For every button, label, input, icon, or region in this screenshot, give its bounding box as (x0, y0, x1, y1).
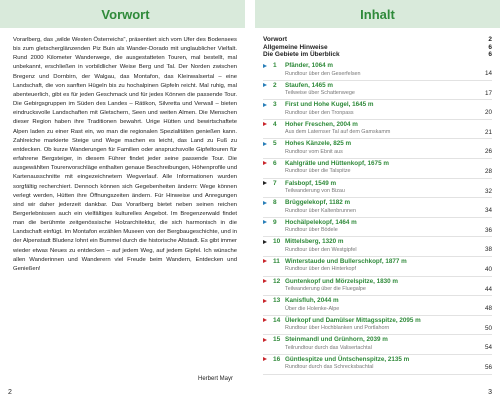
tour-number: 12 (273, 277, 281, 285)
tour-number: 8 (273, 199, 277, 207)
tour-marker-icon (263, 299, 267, 303)
vorwort-heading: Vorwort (101, 7, 150, 22)
tour-number: 6 (273, 159, 277, 167)
tour-marker-icon (263, 122, 267, 126)
tour-subtitle: Teilwanderung über die Fluegalpe (285, 286, 366, 293)
tour-title: Ülerkopf und Damülser Mittagsspitze, 2095 m (285, 316, 421, 324)
toc-entry[interactable] (263, 61, 492, 81)
tour-number: 13 (273, 297, 281, 305)
front-matter-page: 2 (488, 36, 492, 43)
right-page (255, 0, 500, 400)
tour-subtitle: Aus dem Laternser Tal auf dem Gamskamm (285, 129, 391, 136)
tour-marker-icon (263, 279, 267, 283)
tour-number: 9 (273, 218, 277, 226)
tour-number: 3 (273, 101, 277, 109)
toc-entry[interactable] (263, 218, 492, 238)
front-matter-list (263, 36, 492, 59)
vorwort-body: Vorarlberg, das „wilde Westen Österreichs“, präsentiert sich vom Ufer des Bodensees bis zum gletscherglänzenden Piz Buin als Wander-Dorado mit unglaublicher Vielfalt. Rund 2000 Kilometer Wanderwege, die ausgestatteten Touren, mal bestellt, mal unbekannt, erschließen in vorbildlicher Weise Berg und Tal. Der Norden zwischen Bregenz und Dornbirn, der Walgau, das Montafon, das Kleinwalsertal – eine Landschaft, die von sanften Hügeln bis zu hochalpinen Gipfeln reicht. Mal ruhig, mal abenteuerlich, gibt es für jeden Geschmack und für jedes Können die passende Tour. Die Gebirgsgruppen im Süden des Landes – Rätikon, Silvretta und Verwall – bieten eindrucksvolle Landschaften mit Gletschern, Seen und weiten Almen. Die Menschen dieser Region haben ihre Traditionen bewahrt. Urige Hütten und bewirtschaftete Alpen laden zu einer Rast ein, wo man die regionalen Spezialitäten genießen kann. Zahlreiche markierte Steige und Wege machen es leicht, das Land zu Fuß zu entdecken. Ob kurze Wanderungen für Familien oder anspruchsvolle Gipfeltouren für erfahrene Bergsteiger, in diesem Führer findet jeder seine passende Tour. Die ausgewählten Tourenvorschläge enthalten genaue Beschreibungen, Höhenprofile und Kartenausschnitte mit eingezeichnetem Wegverlauf. Alle Informationen wurden sorgfältig recherchiert. Dennoch können sich Gegebenheiten ändern: Wege können verlegt werden, Hütten ihre Öffnungszeiten ändern. Für Hinweise und Anregungen sind wir daher jederzeit dankbar. Das Vorarlberg bietet neben seinen reichen Bergerlebnissen auch ein vielfältiges kulturelles Angebot. Im Bregenzerwald findet man die berühmte zeitgenössische Holzarchitektur, die sich harmonisch in die Landschaft einfügt. Im Montafon erzählen Museen von der Bergbaugeschichte, und in der Alpenstadt Bludenz lohnt ein Bummel durch die historische Altstadt. Es gibt immer wieder etwas Neues zu entdecken – auf jedem Weg, auf jedem Gipfel. Ich wünsche allen Wanderinnen und Wanderern viel Freude beim Wandern, Entdecken und Genießen! (13, 37, 237, 272)
toc-entry[interactable] (263, 237, 492, 257)
toc-entry-list (263, 61, 492, 375)
tour-page: 32 (484, 187, 492, 195)
tour-marker-icon (263, 240, 267, 244)
tour-page: 50 (484, 324, 492, 332)
tour-subtitle: Über die Holenke-Alpe (285, 305, 340, 312)
page-number-right: 3 (488, 389, 492, 396)
tour-page: 36 (484, 226, 492, 234)
tour-page: 26 (484, 148, 492, 156)
toc-entry[interactable] (263, 316, 492, 336)
toc-entry[interactable] (263, 335, 492, 355)
tour-title: Hoher Freschen, 2004 m (285, 120, 358, 128)
toc-entry[interactable] (263, 120, 492, 140)
tour-title: Guntenkopf und Mörzelspitze, 1830 m (285, 277, 399, 285)
tour-title: Güntlespitze und Üntschenspitze, 2135 m (285, 355, 410, 363)
tour-title: Winterstaude und Bullerschkopf, 1877 m (285, 257, 407, 265)
tour-number: 16 (273, 355, 281, 363)
tour-page: 56 (484, 363, 492, 371)
tour-title: Hochälpelekopf, 1464 m (285, 218, 357, 226)
tour-marker-icon (263, 318, 267, 322)
tour-page: 17 (484, 89, 492, 97)
front-matter-page: 6 (488, 51, 492, 58)
tour-marker-icon (263, 220, 267, 224)
toc-entry[interactable] (263, 296, 492, 316)
tour-subtitle: Teilwanderung von Bizau (285, 188, 345, 195)
tour-marker-icon (263, 201, 267, 205)
toc-entry[interactable] (263, 277, 492, 297)
toc-entry[interactable] (263, 257, 492, 277)
inhalt-heading: Inhalt (360, 7, 395, 22)
tour-page: 38 (484, 246, 492, 254)
toc-entry[interactable] (263, 100, 492, 120)
tour-marker-icon (263, 338, 267, 342)
tour-page: 21 (484, 128, 492, 136)
toc-entry[interactable] (263, 81, 492, 101)
toc-entry[interactable] (263, 159, 492, 179)
vorwort-header-band (0, 0, 245, 28)
tour-page: 48 (484, 305, 492, 313)
tour-subtitle: Teilweise über Schattenwege (285, 90, 355, 97)
front-matter-item[interactable] (263, 51, 492, 59)
tour-number: 15 (273, 336, 281, 344)
tour-marker-icon (263, 259, 267, 263)
signature: Herbert Mayr (197, 376, 233, 382)
tour-page: 34 (484, 207, 492, 215)
tour-number: 11 (273, 257, 280, 265)
toc-entry[interactable] (263, 179, 492, 199)
tour-title: Hohes Känzele, 825 m (285, 140, 352, 148)
tour-title: Steinmandl und Grünhorn, 2039 m (285, 336, 388, 344)
tour-number: 5 (273, 140, 277, 148)
tour-marker-icon (263, 161, 267, 165)
tour-subtitle: Rundtour durch das Schrecksbachtal (285, 364, 374, 371)
tour-subtitle: Rundtour über den Westgipfel (285, 246, 357, 253)
tour-subtitle: Rundtour über die Talspitze (285, 168, 351, 175)
tour-subtitle: Rundtour über den Geserfelsen (285, 70, 361, 77)
left-page (0, 0, 245, 400)
tour-marker-icon (263, 142, 267, 146)
tour-title: Pfänder, 1064 m (285, 62, 333, 69)
tour-number: 10 (273, 238, 281, 246)
tour-number: 7 (273, 179, 277, 187)
front-matter-label: Vorwort (263, 36, 288, 43)
tour-page: 28 (484, 167, 492, 175)
tour-marker-icon (263, 181, 267, 185)
tour-title: Falsbopf, 1549 m (285, 179, 337, 187)
tour-page: 20 (484, 109, 492, 117)
front-matter-label: Allgemeine Hinweise (263, 43, 328, 51)
tour-page: 44 (484, 285, 492, 293)
toc-entry[interactable] (263, 355, 492, 375)
toc-entry[interactable] (263, 139, 492, 159)
tour-marker-icon (263, 103, 267, 107)
tour-subtitle: Rundtour über Bödele (285, 227, 338, 234)
tour-marker-icon (263, 357, 267, 361)
tour-page: 54 (484, 344, 492, 352)
tour-subtitle: Rundtour über den Tronpass (285, 109, 354, 116)
tour-title: Mittelsberg, 1320 m (285, 238, 344, 246)
inhalt-header-band (255, 0, 500, 28)
tour-subtitle: Rundtour über den Hinterkopf (285, 266, 357, 273)
tour-number: 2 (273, 81, 277, 89)
tour-page: 40 (484, 265, 492, 273)
page-number-left: 2 (8, 389, 12, 396)
tour-title: First und Hohe Kugel, 1645 m (285, 101, 374, 109)
tour-subtitle: Rundtour über Kaltenbrunnen (285, 207, 357, 214)
tour-marker-icon (263, 83, 267, 87)
tour-title: Kanisfluh, 2044 m (285, 297, 339, 305)
tour-marker-icon (263, 64, 267, 68)
front-matter-page: 6 (488, 43, 492, 51)
tour-subtitle: Rundtour über Hochblanken und Portlahorn (285, 325, 390, 332)
tour-page: 14 (484, 70, 492, 77)
tour-number: 1 (273, 62, 277, 69)
front-matter-item[interactable] (263, 36, 492, 44)
tour-subtitle: Rundtour vom Ebnit aus (285, 148, 343, 155)
front-matter-label: Die Gebiete im Überblick (263, 51, 340, 58)
tour-subtitle: Teilrundtour durch das Valisertachtal (285, 344, 372, 351)
tour-title: Kahlgrätle und Hüttenkopf, 1675 m (285, 159, 389, 167)
tour-title: Staufen, 1465 m (285, 81, 333, 89)
tour-number: 14 (273, 316, 281, 324)
toc-entry[interactable] (263, 198, 492, 218)
tour-title: Brüggelekopf, 1182 m (285, 199, 351, 207)
front-matter-item[interactable] (263, 44, 492, 52)
tour-number: 4 (273, 120, 277, 128)
